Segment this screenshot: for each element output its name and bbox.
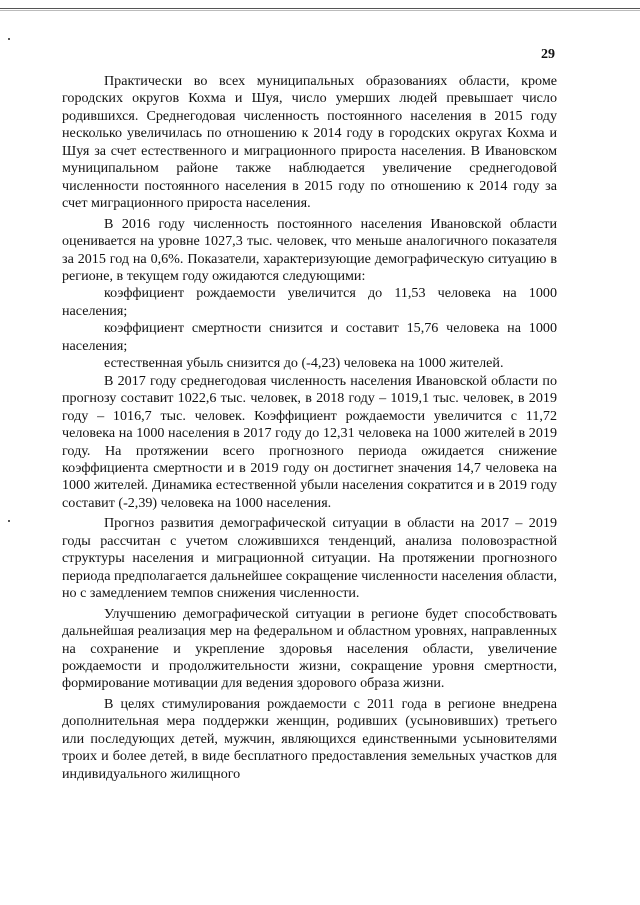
paragraph-population-2016: В 2016 году численность постоянного населения Ивановской области оценивается на уровне 1027,3 тыс. человек, что меньше аналогичного показателя за 2015 год на 0,6%. Показатели, характеризующие демографическую ситуацию в регионе, в текущем году ожидаются следующими: xyxy=(62,215,557,284)
paragraph-mortality: Практически во всех муниципальных образованиях области, кроме городских округов Кохма и Шуя, число умерших людей превышает число родившихся. Среднегодовая численность постоянного населения в 2015 году несколько увеличилась по отношению к 2014 году в городских округах Кохма и Шуя за счет естественного и миграционного прироста населения. В Ивановском муниципальном районе также наблюдается увеличение среднегодовой численности постоянного населения в 2015 году по отношению к 2014 году за счет миграционного прироста населения. xyxy=(62,73,557,212)
scan-edge-line xyxy=(0,8,640,9)
list-item-natural-decline: естественная убыль снизится до (-4,23) человека на 1000 жителей. xyxy=(104,355,504,372)
paragraph-improvement-measures: Улучшению демографической ситуации в регионе будет способствовать дальнейшая реализация мер на федеральном и областном уровнях, направленных на сохранение и укрепление здоровья населения области, увеличение рождаемости и продолжительности жизни, сокращение уровня смертности, формирование мотивации для ведения здорового образа жизни. xyxy=(62,605,557,692)
scan-speck xyxy=(8,520,10,522)
paragraph-demographic-forecast: Прогноз развития демографической ситуации в области на 2017 – 2019 годы рассчитан с учетом сложившихся тенденций, анализа половозрастной структуры населения и миграционной ситуации. На протяжении прогнозного периода предполагается дальнейшее сокращение численности населения области, но с замедлением темпов снижения численности. xyxy=(62,515,557,602)
list-item-birth-rate: коэффициент рождаемости увеличится до 11,53 человека на 1000 населения; xyxy=(62,285,557,319)
paragraph-birth-stimulation: В целях стимулирования рождаемости с 2011 года в регионе внедрена дополнительная мера поддержки женщин, родивших (усыновивших) третьего или последующих детей, мужчин, являющихся единственными усыновителями троих и более детей, в виде бесплатного предоставления земельных участков для индивидуального жилищного xyxy=(62,695,557,782)
list-item-death-rate: коэффициент смертности снизится и составит 15,76 человека на 1000 населения; xyxy=(62,320,557,354)
document-body xyxy=(62,73,557,783)
paragraph-forecast-2017-2019: В 2017 году среднегодовая численность населения Ивановской области по прогнозу составит 1022,6 тыс. человек, в 2018 году – 1019,1 тыс. человек, в 2019 году – 1016,7 тыс. человек. Коэффициент рождаемости увеличится с 11,72 человека на 1000 населения в 2017 году до 12,31 человека на 1000 жителей в 2019 году. На протяжении всего прогнозного периода ожидается снижение коэффициента смертности и в 2019 году он достигнет значения 14,7 человека на 1000 жителей. Динамика естественной убыли населения сократится и в 2019 году составит (-2,39) человека на 1000 населения. xyxy=(62,372,557,511)
scan-speck xyxy=(8,38,10,40)
page-number: 29 xyxy=(541,47,555,62)
scan-edge-line-faint xyxy=(0,10,640,11)
